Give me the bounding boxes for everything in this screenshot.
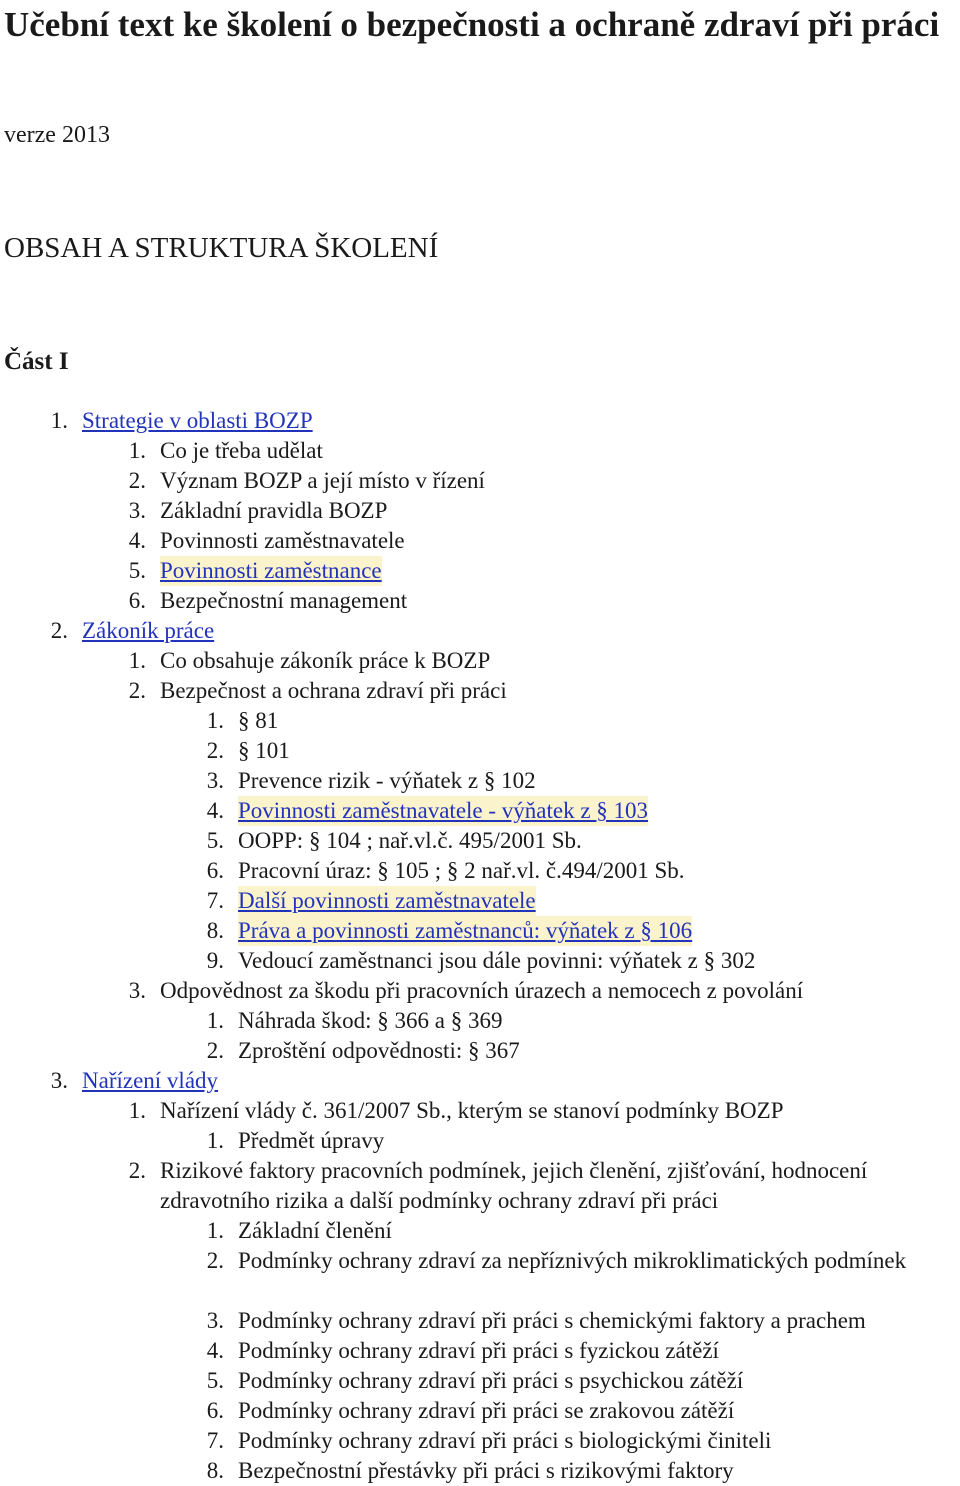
toc-item-text: Rizikové faktory pracovních podmínek, jejich členění, zjišťování, hodnocení zdravotního rizika a další podmínky ochrany zdraví při práci	[160, 1158, 868, 1213]
toc-item	[0, 496, 960, 526]
toc-item	[0, 1456, 960, 1486]
toc-item-number: 2.	[128, 678, 146, 703]
toc-item-text: Základní členění	[238, 1218, 392, 1243]
toc-item	[0, 706, 960, 736]
toc-item-text: Co obsahuje zákoník práce k BOZP	[160, 648, 491, 673]
toc-item-number: 5.	[206, 1368, 224, 1393]
toc-item[interactable]	[0, 1066, 960, 1096]
toc-item-text: § 101	[238, 738, 290, 763]
toc-item-number: 1.	[50, 408, 68, 433]
toc-item-number: 3.	[128, 498, 146, 523]
toc-item[interactable]	[0, 616, 960, 646]
toc-item-text: OOPP: § 104 ; nař.vl.č. 495/2001 Sb.	[238, 828, 582, 853]
toc-item	[0, 946, 960, 976]
toc-item-link[interactable]: Další povinnosti zaměstnavatele	[238, 886, 536, 916]
toc-item-link[interactable]: Strategie v oblasti BOZP	[82, 408, 313, 433]
toc-item	[0, 1426, 960, 1456]
toc-item	[0, 676, 960, 706]
toc-item-text: § 81	[238, 708, 279, 733]
toc-item-number: 2.	[206, 1248, 224, 1273]
toc-item-text: Základní pravidla BOZP	[160, 498, 388, 523]
toc-item-number: 1.	[128, 648, 146, 673]
part-title: Část I	[4, 348, 69, 375]
toc-item-number: 1.	[206, 1128, 224, 1153]
toc-item-text: Význam BOZP a její místo v řízení	[160, 468, 485, 493]
toc-item-number: 8.	[206, 918, 224, 943]
toc-item	[0, 1246, 960, 1306]
toc-item-text: Vedoucí zaměstnanci jsou dále povinni: výňatek z § 302	[238, 948, 756, 973]
document-title: Učební text ke školení o bezpečnosti a ochraně zdraví při práci	[4, 5, 940, 44]
toc-item	[0, 1096, 960, 1126]
toc-item-number: 4.	[206, 1338, 224, 1363]
toc-item-number: 2.	[128, 468, 146, 493]
toc-item	[0, 1006, 960, 1036]
toc-item[interactable]	[0, 556, 960, 586]
toc-item	[0, 1156, 960, 1216]
toc-item-number: 2.	[206, 738, 224, 763]
toc-item-text: Bezpečnostní management	[160, 588, 408, 613]
section-title: OBSAH A STRUKTURA ŠKOLENÍ	[4, 232, 439, 264]
toc-item[interactable]	[0, 796, 960, 826]
toc-item	[0, 646, 960, 676]
toc-item-text: Podmínky ochrany zdraví při práci s fyzickou zátěží	[238, 1338, 719, 1363]
toc-item-number: 2.	[50, 618, 68, 643]
toc-item-number: 5.	[206, 828, 224, 853]
toc-item-number: 8.	[206, 1458, 224, 1483]
toc-item	[0, 436, 960, 466]
toc-item-text: Podmínky ochrany zdraví při práci se zrakovou zátěží	[238, 1398, 735, 1423]
toc-item	[0, 1306, 960, 1336]
document-version: verze 2013	[4, 122, 110, 148]
toc-item-link[interactable]: Zákoník práce	[82, 618, 215, 643]
toc-item-number: 7.	[206, 888, 224, 913]
toc-item-text: Povinnosti zaměstnavatele	[160, 528, 405, 553]
toc-item-text: Prevence rizik - výňatek z § 102	[238, 768, 536, 793]
toc-item-text: Podmínky ochrany zdraví při práci s biologickými činiteli	[238, 1428, 772, 1453]
toc-item-text: Zproštění odpovědnosti: § 367	[238, 1038, 520, 1063]
toc-item-number: 1.	[206, 708, 224, 733]
toc-item-text: Bezpečnostní přestávky při práci s rizikovými faktory	[238, 1458, 734, 1483]
toc-item-text: Podmínky ochrany zdraví při práci s chemickými faktory a prachem	[238, 1308, 866, 1333]
table-of-contents	[0, 406, 960, 1486]
toc-item-text: Bezpečnost a ochrana zdraví při práci	[160, 678, 507, 703]
toc-item	[0, 856, 960, 886]
toc-item-text: Co je třeba udělat	[160, 438, 323, 463]
toc-item-number: 2.	[206, 1038, 224, 1063]
toc-item-link[interactable]: Práva a povinnosti zaměstnanců: výňatek z § 106	[238, 916, 692, 946]
toc-item	[0, 526, 960, 556]
toc-item-number: 4.	[206, 798, 224, 823]
toc-item	[0, 1036, 960, 1066]
toc-item	[0, 766, 960, 796]
toc-item-number: 4.	[128, 528, 146, 553]
toc-item-link[interactable]: Nařízení vlády	[82, 1068, 219, 1093]
toc-item-number: 3.	[206, 1308, 224, 1333]
toc-item-text: Podmínky ochrany zdraví za nepříznivých mikroklimatických podmínek	[238, 1248, 907, 1273]
toc-item	[0, 976, 960, 1006]
toc-item-number: 7.	[206, 1428, 224, 1453]
toc-item-number: 3.	[50, 1068, 68, 1093]
toc-item-number: 1.	[128, 438, 146, 463]
toc-item-number: 1.	[206, 1218, 224, 1243]
toc-item-number: 3.	[206, 768, 224, 793]
toc-item-number: 9.	[206, 948, 224, 973]
toc-item	[0, 466, 960, 496]
toc-item-number: 3.	[128, 978, 146, 1003]
toc-item-text: Pracovní úraz: § 105 ; § 2 nař.vl. č.494/2001 Sb.	[238, 858, 685, 883]
toc-item	[0, 1216, 960, 1246]
toc-item	[0, 1336, 960, 1366]
toc-item-number: 2.	[128, 1158, 146, 1183]
toc-item-number: 6.	[206, 1398, 224, 1423]
toc-item-text: Předmět úpravy	[238, 1128, 385, 1153]
toc-item-number: 1.	[206, 1008, 224, 1033]
toc-item-number: 1.	[128, 1098, 146, 1123]
toc-item-number: 6.	[128, 588, 146, 613]
toc-item-number: 6.	[206, 858, 224, 883]
toc-item	[0, 1396, 960, 1426]
toc-item-text: Podmínky ochrany zdraví při práci s psychickou zátěží	[238, 1368, 744, 1393]
toc-item[interactable]	[0, 406, 960, 436]
toc-item-text: Odpovědnost za škodu při pracovních úrazech a nemocech z povolání	[160, 978, 804, 1003]
toc-item[interactable]	[0, 886, 960, 916]
toc-item-link[interactable]: Povinnosti zaměstnavatele - výňatek z § 103	[238, 796, 648, 826]
toc-item[interactable]	[0, 916, 960, 946]
toc-item-number: 5.	[128, 558, 146, 583]
toc-item	[0, 736, 960, 766]
toc-item	[0, 826, 960, 856]
toc-item-text: Náhrada škod: § 366 a § 369	[238, 1008, 503, 1033]
toc-item	[0, 586, 960, 616]
toc-item	[0, 1126, 960, 1156]
toc-item-link[interactable]: Povinnosti zaměstnance	[160, 556, 382, 586]
toc-item	[0, 1366, 960, 1396]
toc-item-text: Nařízení vlády č. 361/2007 Sb., kterým se stanoví podmínky BOZP	[160, 1098, 784, 1123]
